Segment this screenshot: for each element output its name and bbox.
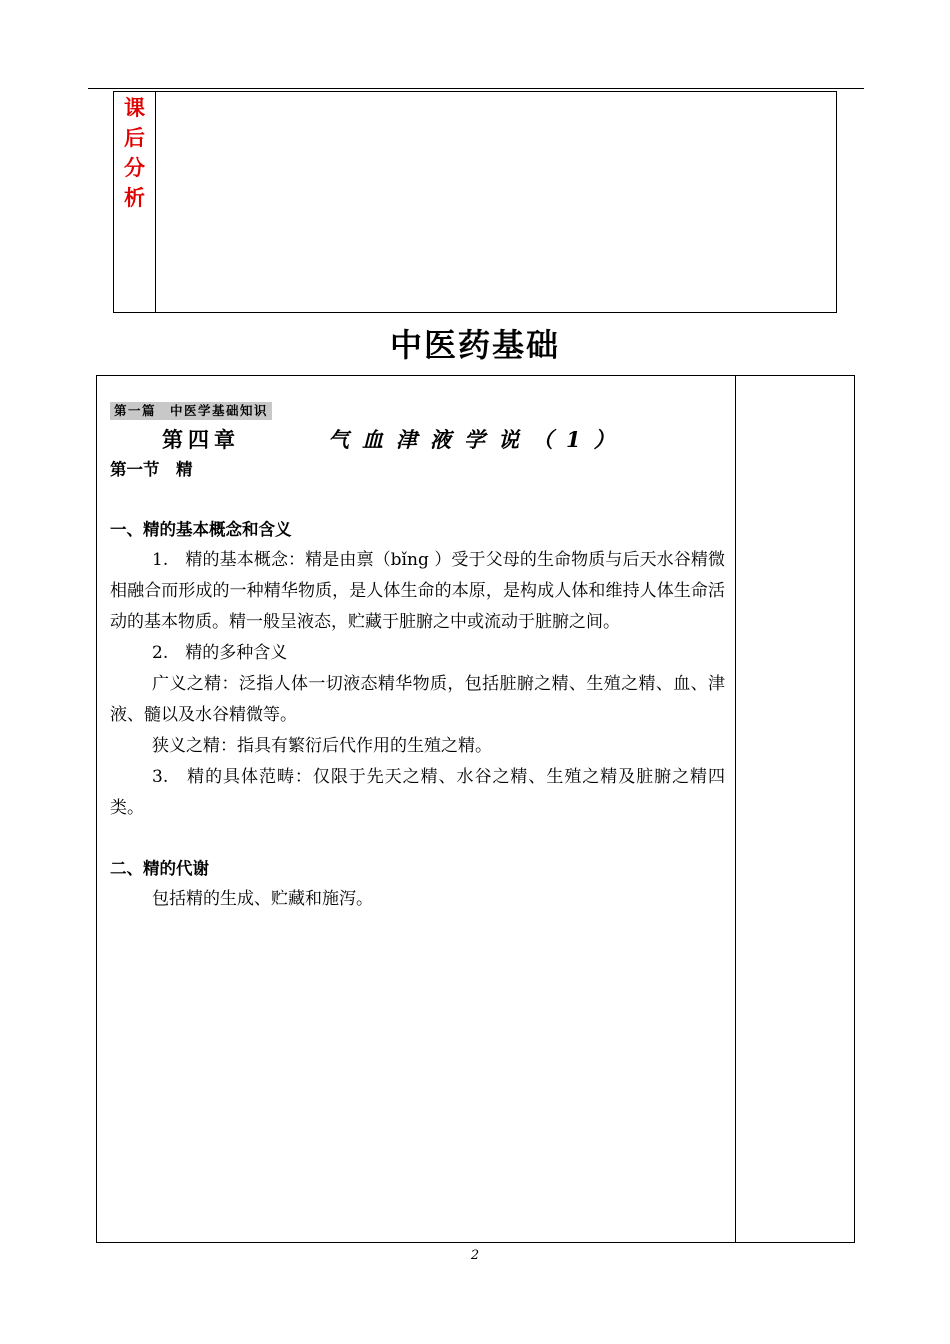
lesson-content-table (96, 375, 855, 1243)
page-number: 2 (470, 1248, 480, 1263)
lesson-main-column (110, 400, 725, 915)
paragraph: 2. 精的多种含义 (152, 643, 288, 663)
post-class-analysis-label (114, 92, 156, 312)
spacer (110, 824, 725, 854)
paragraph: 狭义之精：指具有繁衍后代作用的生殖之精。 (152, 736, 492, 756)
heading-concept: 一、精的基本概念和含义 (110, 520, 292, 539)
notes-column-divider (735, 376, 736, 1242)
chapter-name: 气血津液学说（1） (328, 427, 628, 452)
spacer (110, 485, 725, 515)
document-title: 中医药基础 (389, 326, 560, 364)
paragraph: 包括精的生成、贮藏和施泻。 (152, 889, 373, 909)
section-title: 第一节 精 (110, 460, 193, 479)
chapter-heading (110, 425, 725, 455)
paragraph: 广义之精：泛指人体一切液态精华物质，包括脏腑之精、生殖之精、血、津液、髓以及水谷精微等。 (110, 674, 725, 725)
analysis-label-char: 分 (124, 156, 145, 180)
paragraph: 1. 精的基本概念：精是由禀（bǐng ）受于父母的生命物质与后天水谷精微相融合而形成的一种精华物质，是人体生命的本原，是构成人体和维持人体生命活动的基本物质。精一般呈液态，贮藏于脏腑之中或流动于脏腑之间。 (110, 550, 725, 632)
analysis-label-char: 析 (124, 186, 145, 210)
analysis-label-char: 课 (124, 96, 145, 120)
header-rule (88, 88, 864, 89)
paragraph: 3. 精的具体范畴：仅限于先天之精、水谷之精、生殖之精及脏腑之精四类。 (110, 767, 725, 818)
post-class-analysis-box (113, 91, 837, 313)
analysis-label-char: 后 (124, 126, 145, 150)
part-label: 第一篇 中医学基础知识 (110, 402, 272, 420)
heading-metabolism: 二、精的代谢 (110, 859, 209, 878)
chapter-number: 第四章 (162, 427, 240, 452)
